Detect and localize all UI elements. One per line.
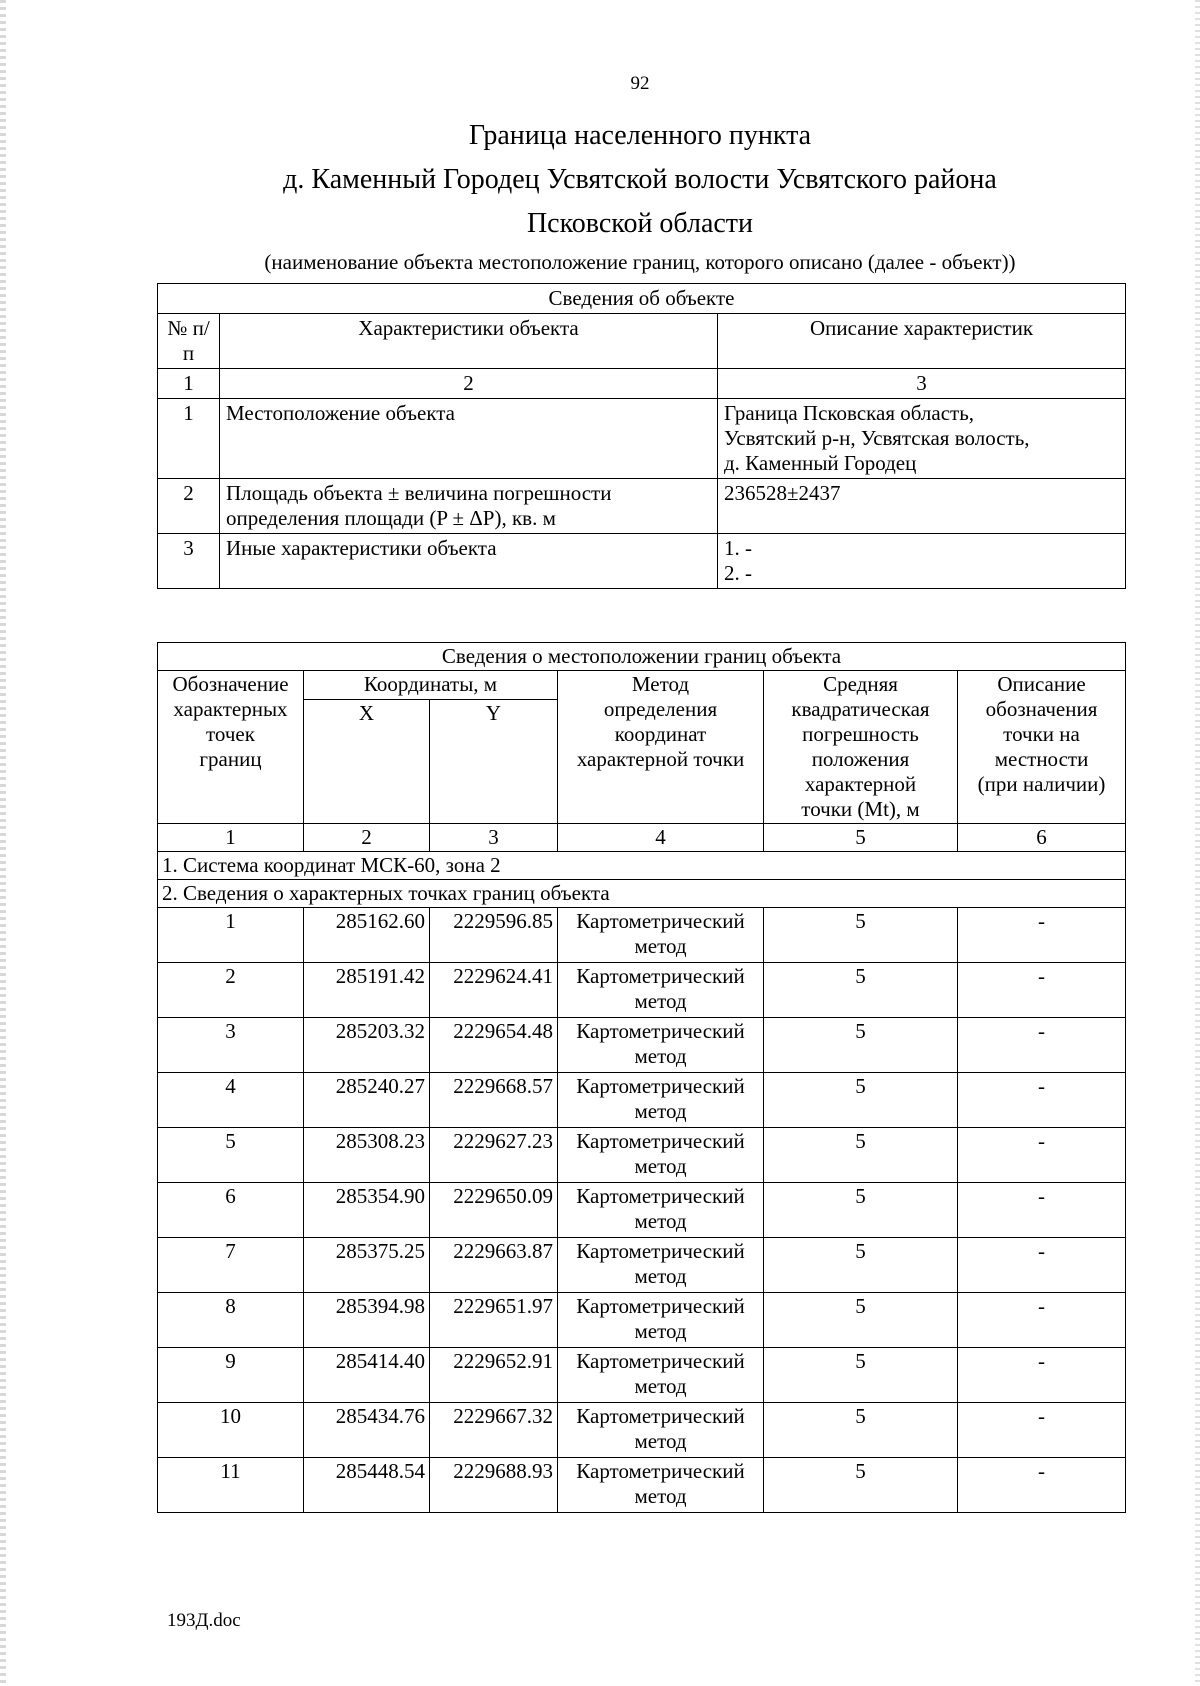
method-line: метод: [634, 934, 687, 958]
header-line: точки на: [1003, 722, 1080, 746]
row-characteristic: Местоположение объекта: [220, 399, 718, 479]
method-line: Картометрический: [576, 1239, 745, 1263]
column-number: 2: [220, 369, 718, 399]
header-line: характерной: [804, 772, 917, 796]
row-characteristic: [220, 479, 718, 534]
point-method: [558, 1183, 764, 1238]
point-x: 285375.25: [304, 1238, 430, 1293]
point-error: 5: [764, 1128, 958, 1183]
table-row: [158, 1458, 1126, 1513]
point-description: -: [958, 1073, 1126, 1128]
point-error: 5: [764, 1348, 958, 1403]
table-row: [158, 1403, 1126, 1458]
point-number: 3: [158, 1018, 304, 1073]
method-line: метод: [634, 1209, 687, 1233]
header-line: координат: [614, 722, 707, 746]
point-number: 5: [158, 1128, 304, 1183]
point-description: -: [958, 1458, 1126, 1513]
row-number: 3: [158, 534, 220, 589]
row-value: [718, 534, 1126, 589]
point-method: [558, 1458, 764, 1513]
column-number: 1: [158, 369, 220, 399]
header-line: границ: [199, 747, 262, 771]
method-line: метод: [634, 1044, 687, 1068]
method-line: метод: [634, 1484, 687, 1508]
header-y: Y: [430, 700, 558, 824]
header-method: [558, 671, 764, 824]
column-number: 6: [958, 824, 1126, 852]
method-line: метод: [634, 1319, 687, 1343]
method-line: метод: [634, 1374, 687, 1398]
point-y: 2229650.09: [430, 1183, 558, 1238]
page-number: 92: [630, 73, 650, 94]
point-error: 5: [764, 1183, 958, 1238]
point-number: 6: [158, 1183, 304, 1238]
point-x: 285414.40: [304, 1348, 430, 1403]
method-line: метод: [634, 1429, 687, 1453]
method-line: метод: [634, 989, 687, 1013]
method-line: Картометрический: [576, 1459, 745, 1483]
table-row: [158, 1183, 1126, 1238]
point-y: 2229651.97: [430, 1293, 558, 1348]
point-y: 2229627.23: [430, 1128, 558, 1183]
table-row: [158, 1348, 1126, 1403]
title-line: Псковской области: [526, 208, 754, 239]
point-method: [558, 963, 764, 1018]
value-line: д. Каменный Городец: [724, 451, 917, 475]
header-line: характерных: [173, 697, 288, 721]
method-line: метод: [634, 1099, 687, 1123]
point-x: 285203.32: [304, 1018, 430, 1073]
method-line: Картометрический: [576, 1074, 745, 1098]
point-number: 7: [158, 1238, 304, 1293]
header-line: точек: [206, 722, 255, 746]
header-coordinates: Координаты, м: [304, 671, 558, 700]
point-y: 2229624.41: [430, 963, 558, 1018]
header-error: [764, 671, 958, 824]
point-error: 5: [764, 1293, 958, 1348]
table-row: [158, 1293, 1126, 1348]
point-description: -: [958, 1183, 1126, 1238]
point-x: 285191.42: [304, 963, 430, 1018]
point-y: 2229596.85: [430, 908, 558, 963]
point-x: 285354.90: [304, 1183, 430, 1238]
column-number: 1: [158, 824, 304, 852]
point-method: [558, 1238, 764, 1293]
document-subtitle: (наименование объекта местоположение границ, которого описано (далее - объект)): [264, 250, 1016, 274]
header-description: Описание характеристик: [718, 314, 1126, 369]
table-row: [158, 479, 1126, 534]
footer-filename: 193Д.doc: [167, 1610, 241, 1631]
section-coordinate-system: 1. Система координат МСК-60, зона 2: [158, 852, 1126, 880]
header-line: Обозначение: [172, 672, 289, 696]
method-line: Картометрический: [576, 1294, 745, 1318]
method-line: Картометрический: [576, 1019, 745, 1043]
point-description: -: [958, 1293, 1126, 1348]
row-number: 2: [158, 479, 220, 534]
object-table-caption: Сведения об объекте: [158, 284, 1126, 314]
name-line: определения площади (P ± ΔP), кв. м: [226, 506, 556, 530]
header-x: X: [304, 700, 430, 824]
point-x: 285394.98: [304, 1293, 430, 1348]
point-description: -: [958, 1403, 1126, 1458]
point-number: 8: [158, 1293, 304, 1348]
point-y: 2229652.91: [430, 1348, 558, 1403]
header-point-description: [958, 671, 1126, 824]
boundary-points-table: [157, 642, 1126, 1513]
point-error: 5: [764, 1238, 958, 1293]
column-number: 4: [558, 824, 764, 852]
point-description: -: [958, 1018, 1126, 1073]
point-x: 285448.54: [304, 1458, 430, 1513]
header-line: Средняя: [823, 672, 898, 696]
point-method: [558, 1348, 764, 1403]
point-number: 4: [158, 1073, 304, 1128]
method-line: Картометрический: [576, 909, 745, 933]
point-y: 2229654.48: [430, 1018, 558, 1073]
point-error: 5: [764, 963, 958, 1018]
point-y: 2229688.93: [430, 1458, 558, 1513]
point-error: 5: [764, 1458, 958, 1513]
table-row: [158, 908, 1126, 963]
point-description: -: [958, 1128, 1126, 1183]
column-number: 3: [718, 369, 1126, 399]
header-line: положения: [811, 747, 910, 771]
value-line: 1. -: [724, 536, 752, 560]
header-line: характерной точки: [576, 747, 745, 771]
header-characteristics: Характеристики объекта: [220, 314, 718, 369]
method-line: метод: [634, 1264, 687, 1288]
column-number: 3: [430, 824, 558, 852]
point-error: 5: [764, 1073, 958, 1128]
point-x: 285162.60: [304, 908, 430, 963]
point-y: 2229667.32: [430, 1403, 558, 1458]
table-row: [158, 1128, 1126, 1183]
object-info-table: [157, 283, 1126, 589]
point-number: 10: [158, 1403, 304, 1458]
point-number: 11: [158, 1458, 304, 1513]
header-line: определения: [603, 697, 718, 721]
method-line: метод: [634, 1154, 687, 1178]
point-description: -: [958, 963, 1126, 1018]
header-line: Метод: [631, 672, 690, 696]
name-line: Площадь объекта ± величина погрешности: [226, 481, 612, 505]
header-line: точки (Mt), м: [801, 797, 920, 821]
boundary-table-caption: Сведения о местоположении границ объекта: [158, 643, 1126, 671]
point-y: 2229668.57: [430, 1073, 558, 1128]
header-line: квадратическая: [791, 697, 930, 721]
table-row: [158, 1238, 1126, 1293]
value-line: Граница Псковская область,: [724, 401, 975, 425]
table-row: [158, 1018, 1126, 1073]
point-number: 1: [158, 908, 304, 963]
table-row: [158, 534, 1126, 589]
header-line: погрешность: [802, 722, 919, 746]
method-line: Картометрический: [576, 1404, 745, 1428]
document-title: [160, 114, 1120, 246]
method-line: Картометрический: [576, 1349, 745, 1373]
point-method: [558, 1403, 764, 1458]
scan-edge-right: [1195, 0, 1200, 1686]
method-line: Картометрический: [576, 1184, 745, 1208]
row-characteristic: Иные характеристики объекта: [220, 534, 718, 589]
title-line: Граница населенного пункта: [468, 120, 812, 151]
point-method: [558, 1128, 764, 1183]
header-line: обозначения: [985, 697, 1098, 721]
table-row: [158, 963, 1126, 1018]
point-method: [558, 908, 764, 963]
point-x: 285240.27: [304, 1073, 430, 1128]
point-x: 285434.76: [304, 1403, 430, 1458]
header-line: (при наличии): [977, 772, 1106, 796]
header-number: № п/п: [158, 314, 220, 369]
point-x: 285308.23: [304, 1128, 430, 1183]
value-line: Усвятский р-н, Усвятская волость,: [724, 426, 1030, 450]
scan-edge-left: [0, 0, 6, 1686]
row-value: [718, 399, 1126, 479]
method-line: Картометрический: [576, 1129, 745, 1153]
point-number: 2: [158, 963, 304, 1018]
points-body: [158, 908, 1126, 1513]
point-method: [558, 1073, 764, 1128]
point-description: -: [958, 908, 1126, 963]
table-row: [158, 399, 1126, 479]
point-description: -: [958, 1348, 1126, 1403]
header-line: Описание: [997, 672, 1086, 696]
header-point: [158, 671, 304, 824]
column-number: 5: [764, 824, 958, 852]
row-value: 236528±2437: [718, 479, 1126, 534]
point-description: -: [958, 1238, 1126, 1293]
point-method: [558, 1293, 764, 1348]
header-line: местности: [994, 747, 1089, 771]
table-row: [158, 1073, 1126, 1128]
point-error: 5: [764, 908, 958, 963]
point-error: 5: [764, 1018, 958, 1073]
point-y: 2229663.87: [430, 1238, 558, 1293]
value-line: 2. -: [724, 561, 752, 585]
point-number: 9: [158, 1348, 304, 1403]
row-number: 1: [158, 399, 220, 479]
point-method: [558, 1018, 764, 1073]
title-line: д. Каменный Городец Усвятской волости Усвятского района: [283, 164, 997, 195]
point-error: 5: [764, 1403, 958, 1458]
method-line: Картометрический: [576, 964, 745, 988]
section-point-info: 2. Сведения о характерных точках границ объекта: [158, 880, 1126, 908]
column-number: 2: [304, 824, 430, 852]
